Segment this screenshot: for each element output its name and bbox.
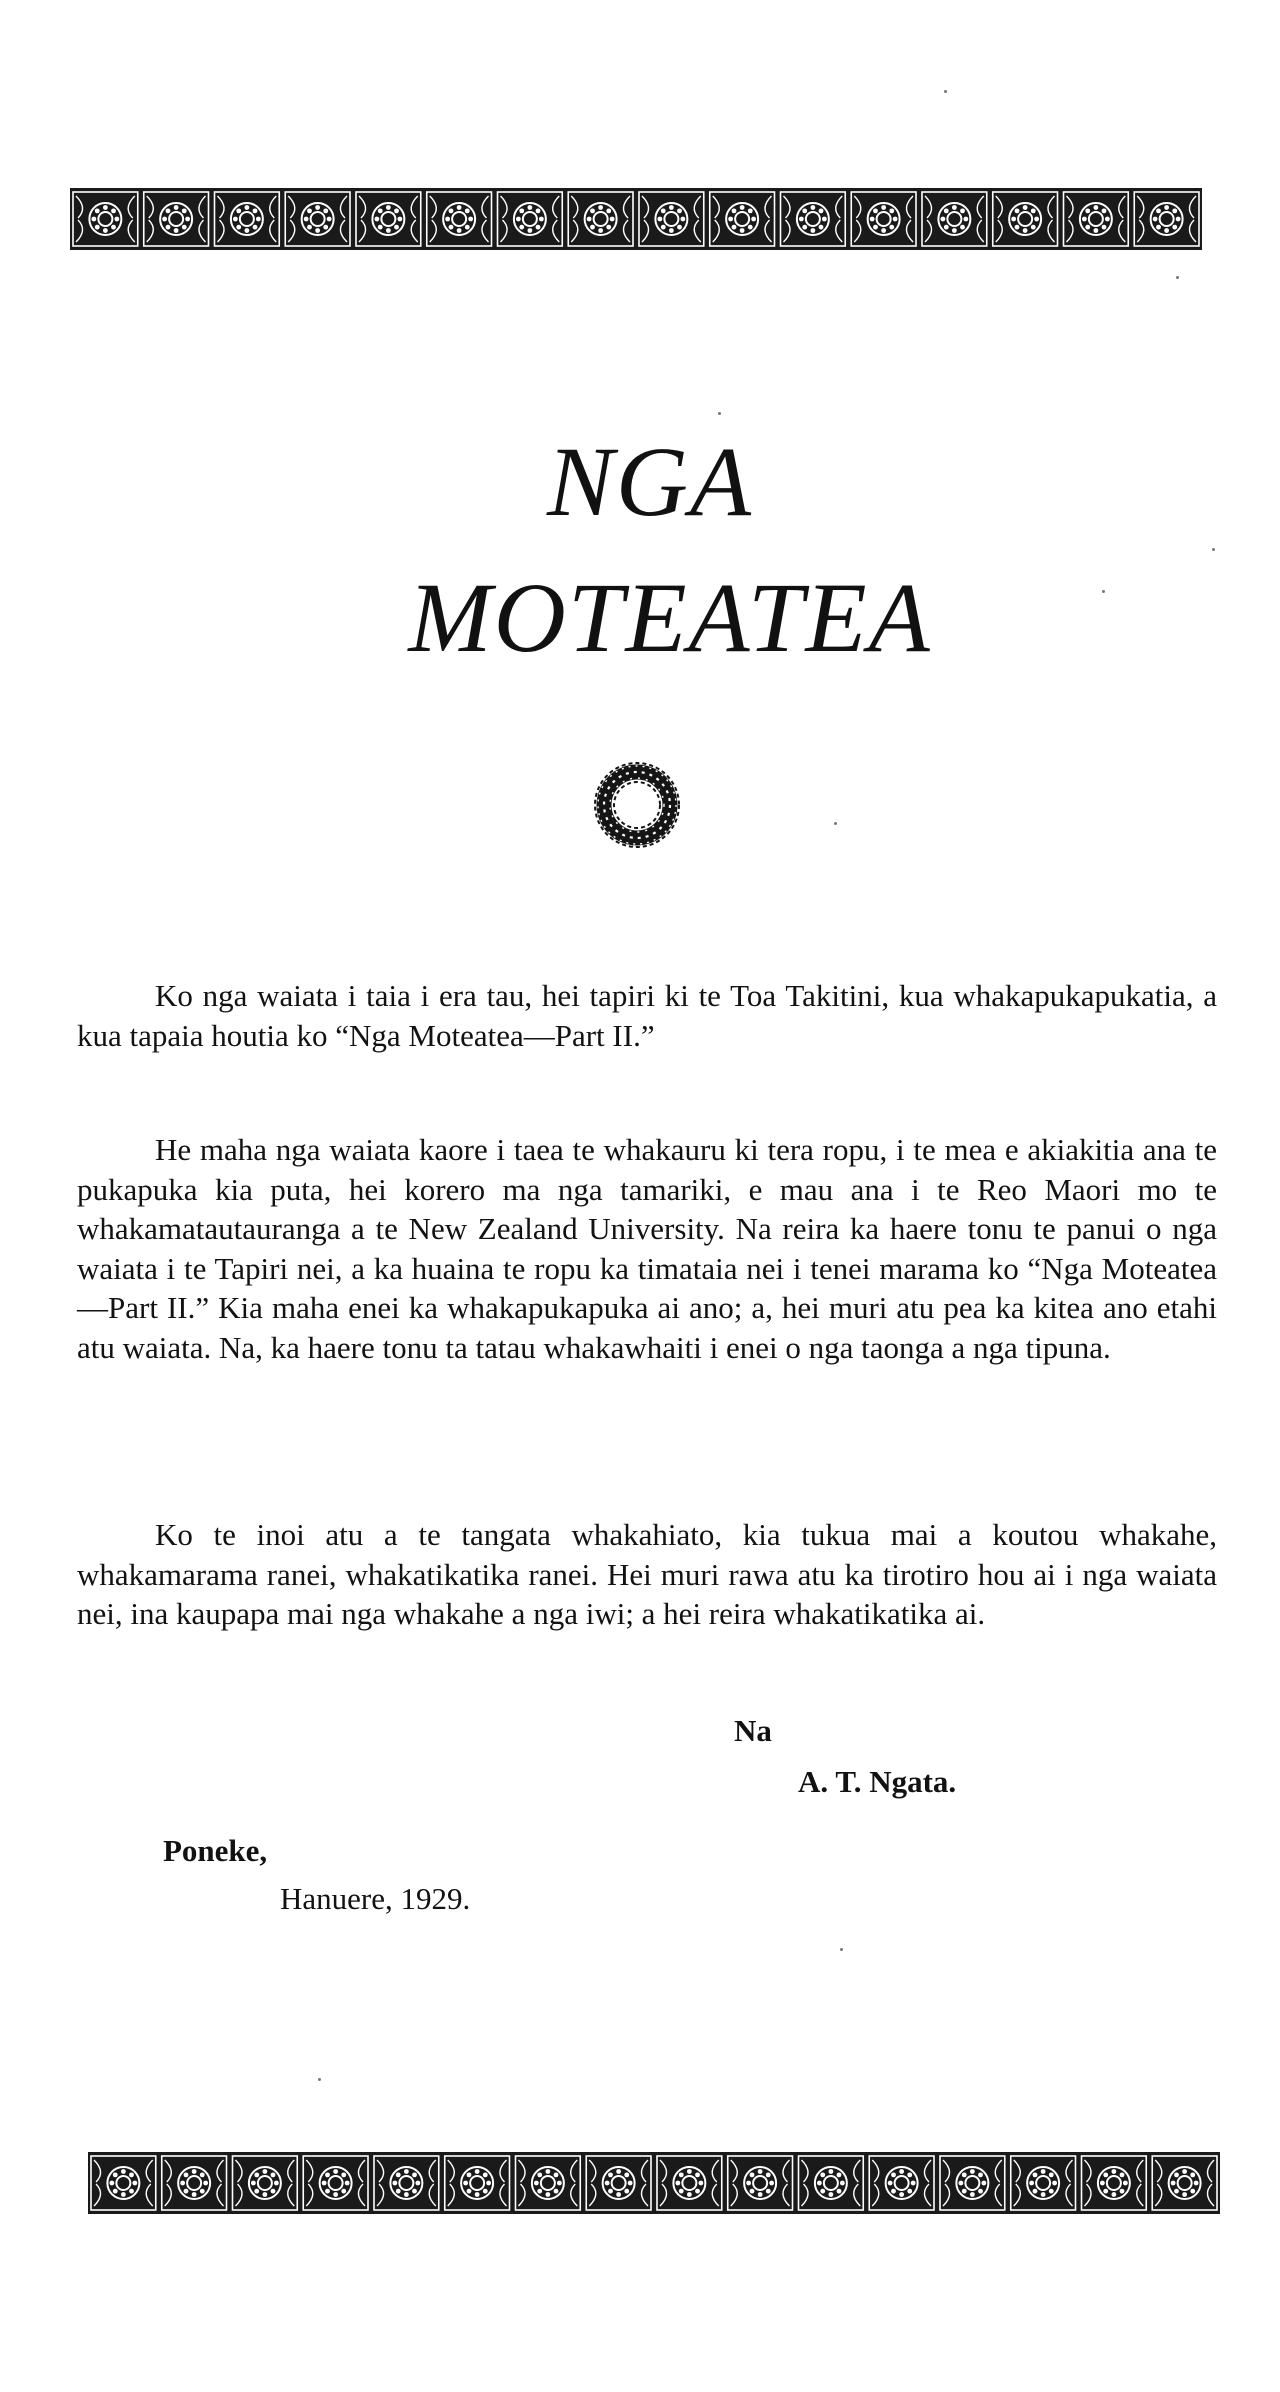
signature-prefix: Na [734,1713,772,1748]
dateline-place: Poneke, [163,1833,268,1868]
signature-name: A. T. Ngata. [798,1764,957,1799]
title-line-moteatea: MOTEATEA [408,562,932,673]
print-speck [1102,590,1105,593]
floral-wreath-icon [592,760,682,850]
print-speck [718,412,721,415]
print-speck [944,90,947,93]
body-paragraph-1: Ko nga waiata i taia i era tau, hei tapiri ki te Toa Takitini, kua whakapukapukatia, a kua tapaia houtia ko “Nga Moteatea—Part II.” [77,978,1217,1053]
dateline-date: Hanuere, 1929. [280,1881,471,1916]
print-speck [834,822,837,825]
body-paragraph-2: He maha nga waiata kaore i taea te whakauru ki tera ropu, i te mea e akiakitia ana te pukapuka kia puta, hei korero ma nga tamariki, e mau ana i te Reo Maori mo te whakamatautauranga a te New Zealand University. Na reira ka haere tonu te panui o nga waiata i te Tapiri nei, a ka huaina te ropu ka timataia nei i tenei marama ko “Nga Moteatea—Part II.” Kia maha enei ka whakapukapuka ai ano; a, hei muri atu pea ka kitea ano etahi atu waiata. Na, ka haere tonu ta tatau whakawhaiti i enei o nga taonga a nga tipuna. [77,1132,1217,1365]
print-speck [318,2078,321,2081]
title-line-nga: NGA [547,426,753,537]
print-speck [1212,548,1215,551]
top-ornamental-border-icon [70,188,1202,250]
print-speck [1176,276,1179,279]
print-speck [840,1948,843,1951]
bottom-ornamental-border-icon [88,2152,1220,2214]
body-paragraph-3: Ko te inoi atu a te tangata whakahiato, kia tukua mai a koutou whakahe, whakamarama ranei, whakatikatika ranei. Hei muri rawa atu ka tirotiro hou ai i nga waiata nei, ina kaupapa mai nga whakahe a nga iwi; a hei reira whakatikatika ai. [77,1517,1217,1631]
